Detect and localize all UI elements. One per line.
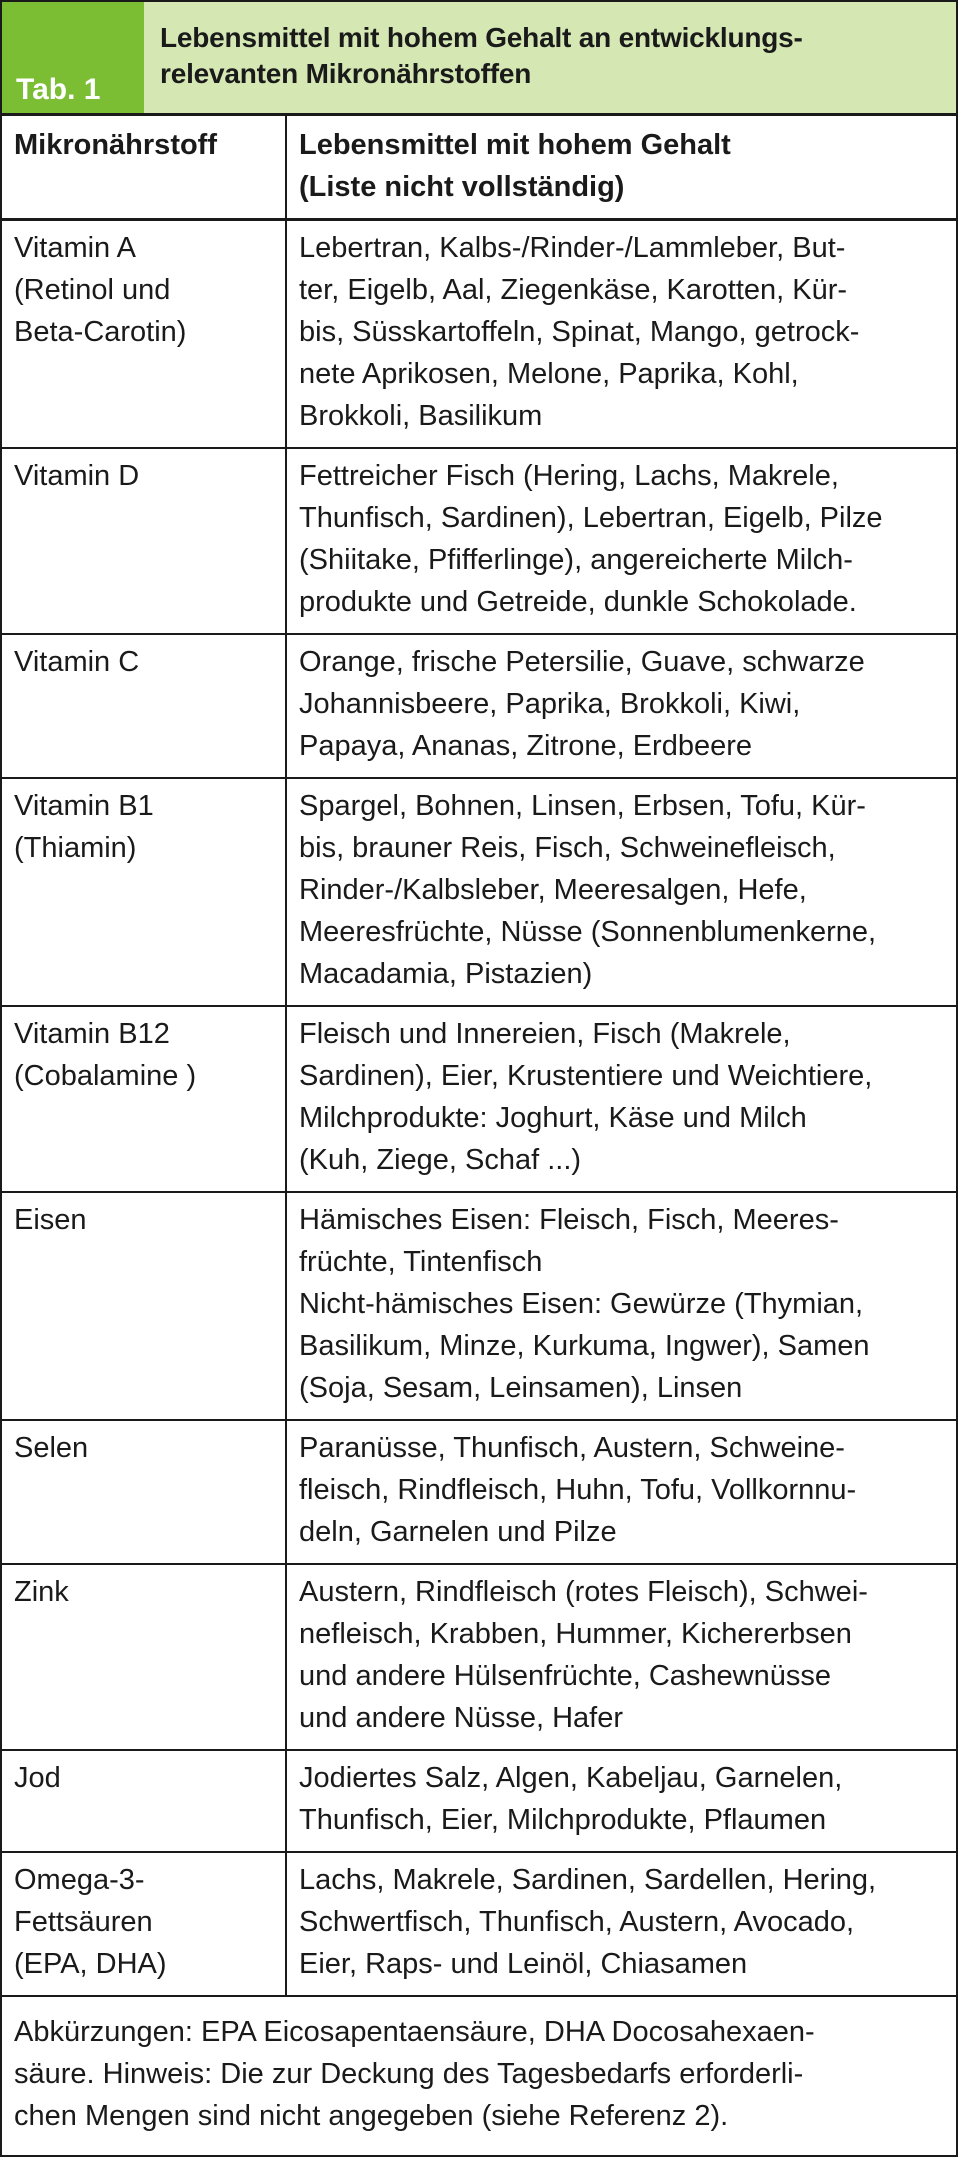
nutrient-cell xyxy=(2,1852,286,1996)
foods-line: Orange, frische Petersilie, Guave, schwarze xyxy=(299,646,865,678)
foods-line: produkte und Getreide, dunkle Schokolade. xyxy=(299,586,857,618)
foods-line: Thunfisch, Eier, Milchprodukte, Pflaumen xyxy=(299,1804,827,1836)
nutrient-name-line: Vitamin C xyxy=(14,646,140,678)
nutrient-name-line: Zink xyxy=(14,1576,69,1608)
foods-line: ter, Eigelb, Aal, Ziegenkäse, Karotten, Kür- xyxy=(299,274,848,306)
table-footnote xyxy=(2,1997,956,2155)
foods-line: Spargel, Bohnen, Linsen, Erbsen, Tofu, Kür- xyxy=(299,790,866,822)
footnote-line: Abkürzungen: EPA Eicosapentaensäure, DHA Docosahexaen- xyxy=(14,2016,815,2048)
table-number-label: Tab. 1 xyxy=(2,2,144,113)
foods-line: Jodiertes Salz, Algen, Kabeljau, Garnelen, xyxy=(299,1762,843,1794)
foods-line: Basilikum, Minze, Kurkuma, Ingwer), Samen xyxy=(299,1330,870,1362)
nutrient-cell xyxy=(2,220,286,449)
table-row xyxy=(2,1750,956,1852)
table-row xyxy=(2,1852,956,1996)
nutrient-name-line: (EPA, DHA) xyxy=(14,1948,167,1980)
nutrient-name-line: (Thiamin) xyxy=(14,832,137,864)
column-header-foods-line: Lebensmittel mit hohem Gehalt xyxy=(299,129,731,161)
nutrient-name-line: (Cobalamine ) xyxy=(14,1060,197,1092)
nutrient-cell xyxy=(2,448,286,634)
table-title-line: Lebensmittel mit hohem Gehalt an entwicklungs- xyxy=(160,22,803,53)
foods-line: nefleisch, Krabben, Hummer, Kichererbsen xyxy=(299,1618,852,1650)
foods-cell xyxy=(286,1564,956,1750)
nutrient-cell xyxy=(2,1006,286,1192)
foods-line: nete Aprikosen, Melone, Paprika, Kohl, xyxy=(299,358,799,390)
foods-line: Austern, Rindfleisch (rotes Fleisch), Schwei- xyxy=(299,1576,868,1608)
foods-line: Paranüsse, Thunfisch, Austern, Schweine- xyxy=(299,1432,845,1464)
foods-line: und andere Nüsse, Hafer xyxy=(299,1702,624,1734)
foods-line: Fleisch und Innereien, Fisch (Makrele, xyxy=(299,1018,791,1050)
foods-line: Eier, Raps- und Leinöl, Chiasamen xyxy=(299,1948,748,1980)
table-header xyxy=(2,2,956,116)
table-title-line: relevanten Mikronährstoffen xyxy=(160,58,532,89)
table-row xyxy=(2,1420,956,1564)
foods-cell xyxy=(286,1192,956,1420)
table-row xyxy=(2,1006,956,1192)
foods-line: Lachs, Makrele, Sardinen, Sardellen, Hering, xyxy=(299,1864,877,1896)
nutrient-name-line: Vitamin D xyxy=(14,460,140,492)
table-row xyxy=(2,778,956,1006)
foods-line: Hämisches Eisen: Fleisch, Fisch, Meeres- xyxy=(299,1204,839,1236)
foods-line: Brokkoli, Basilikum xyxy=(299,400,543,432)
column-header-nutrient: Mikronährstoff xyxy=(2,116,286,220)
foods-line: Macadamia, Pistazien) xyxy=(299,958,593,990)
nutrient-food-table xyxy=(2,116,956,1997)
table-row xyxy=(2,1564,956,1750)
foods-line: bis, brauner Reis, Fisch, Schweinefleisch, xyxy=(299,832,836,864)
table-row xyxy=(2,448,956,634)
nutrient-name-line: Fettsäuren xyxy=(14,1906,153,1938)
foods-line: deln, Garnelen und Pilze xyxy=(299,1516,617,1548)
foods-line: Schwertfisch, Thunfisch, Austern, Avocado, xyxy=(299,1906,855,1938)
foods-line: Fettreicher Fisch (Hering, Lachs, Makrele, xyxy=(299,460,839,492)
foods-cell xyxy=(286,220,956,449)
foods-line: (Soja, Sesam, Leinsamen), Linsen xyxy=(299,1372,743,1404)
column-header-foods xyxy=(286,116,956,220)
foods-line: Milchprodukte: Joghurt, Käse und Milch xyxy=(299,1102,807,1134)
foods-cell xyxy=(286,1750,956,1852)
foods-line: fleisch, Rindfleisch, Huhn, Tofu, Vollkornnu- xyxy=(299,1474,857,1506)
column-header-foods-line: (Liste nicht vollständig) xyxy=(299,171,625,203)
foods-line: früchte, Tintenfisch xyxy=(299,1246,543,1278)
foods-cell xyxy=(286,448,956,634)
foods-cell xyxy=(286,778,956,1006)
foods-line: Nicht-hämisches Eisen: Gewürze (Thymian, xyxy=(299,1288,864,1320)
foods-line: Johannisbeere, Paprika, Brokkoli, Kiwi, xyxy=(299,688,801,720)
foods-cell xyxy=(286,1420,956,1564)
table-row xyxy=(2,220,956,449)
foods-line: Thunfisch, Sardinen), Lebertran, Eigelb, Pilze xyxy=(299,502,883,534)
foods-line: Rinder-/Kalbsleber, Meeresalgen, Hefe, xyxy=(299,874,807,906)
column-header-row xyxy=(2,116,956,220)
nutrient-name-line: Omega-3- xyxy=(14,1864,145,1896)
foods-cell xyxy=(286,634,956,778)
foods-line: und andere Hülsenfrüchte, Cashewnüsse xyxy=(299,1660,831,1692)
foods-line: Lebertran, Kalbs-/Rinder-/Lammleber, But- xyxy=(299,232,846,264)
foods-line: (Kuh, Ziege, Schaf ...) xyxy=(299,1144,582,1176)
nutrient-name-line: Jod xyxy=(14,1762,61,1794)
foods-line: Papaya, Ananas, Zitrone, Erdbeere xyxy=(299,730,753,762)
footnote-line: säure. Hinweis: Die zur Deckung des Tagesbedarfs erforderli- xyxy=(14,2058,804,2090)
foods-line: bis, Süsskartoffeln, Spinat, Mango, getrock- xyxy=(299,316,860,348)
nutrient-cell xyxy=(2,778,286,1006)
table-row xyxy=(2,1192,956,1420)
nutrient-name-line: Eisen xyxy=(14,1204,87,1236)
nutrient-name-line: Vitamin B1 xyxy=(14,790,154,822)
nutrient-name-line: Vitamin B12 xyxy=(14,1018,170,1050)
foods-cell xyxy=(286,1852,956,1996)
footnote-line: chen Mengen sind nicht angegeben (siehe Referenz 2). xyxy=(14,2100,729,2132)
nutrient-cell xyxy=(2,634,286,778)
nutrient-name-line: Beta-Carotin) xyxy=(14,316,187,348)
table-title xyxy=(144,2,956,113)
foods-line: Sardinen), Eier, Krustentiere und Weichtiere, xyxy=(299,1060,873,1092)
nutrient-cell xyxy=(2,1564,286,1750)
nutrient-name-line: Selen xyxy=(14,1432,89,1464)
table-body xyxy=(2,220,956,1997)
nutrient-cell xyxy=(2,1420,286,1564)
nutrient-cell xyxy=(2,1750,286,1852)
nutrient-name-line: (Retinol und xyxy=(14,274,171,306)
foods-line: (Shiitake, Pfifferlinge), angereicherte Milch- xyxy=(299,544,853,576)
nutrient-name-line: Vitamin A xyxy=(14,232,136,264)
foods-line: Meeresfrüchte, Nüsse (Sonnenblumenkerne, xyxy=(299,916,877,948)
nutrient-cell xyxy=(2,1192,286,1420)
foods-cell xyxy=(286,1006,956,1192)
table-row xyxy=(2,634,956,778)
